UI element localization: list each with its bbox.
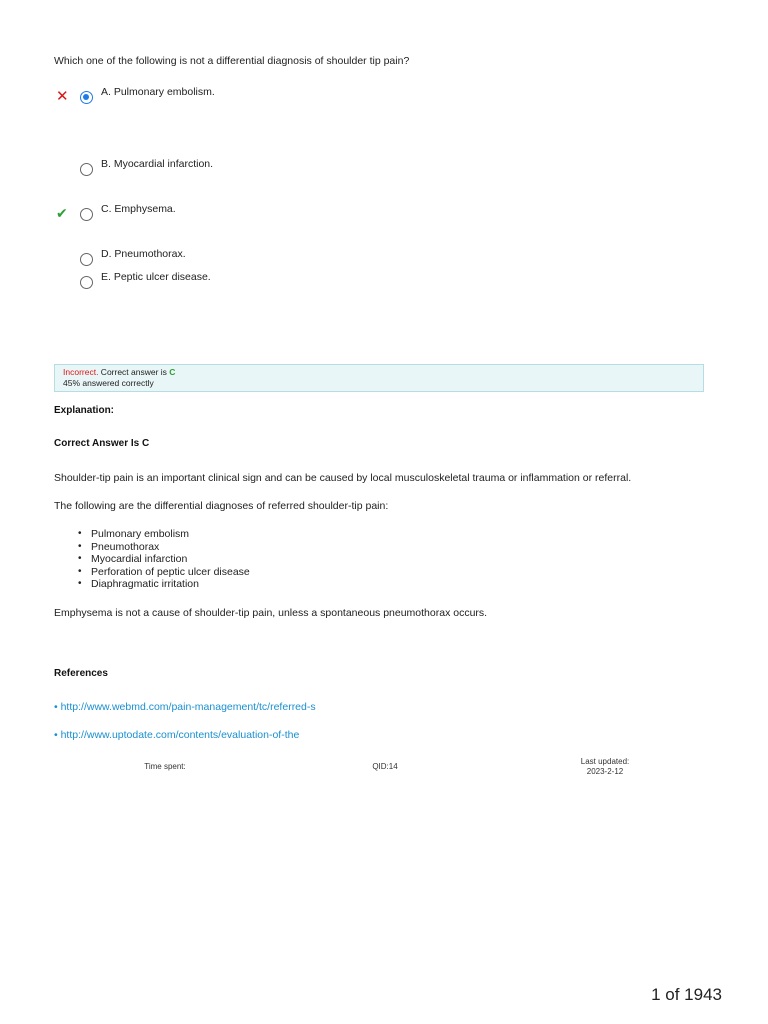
time-spent-label: Time spent: [144,762,186,771]
references-heading: References [54,668,108,679]
option-e-label[interactable] [101,271,211,283]
differential-list [78,528,250,591]
correct-answer-heading: Correct Answer Is C [54,438,150,449]
answer-result-box [54,364,704,392]
option-letter: C. [101,203,112,215]
radio-option-e[interactable] [80,276,93,289]
check-icon: ✔ [56,205,68,221]
last-updated-date: 2023-2-12 [586,767,624,776]
answered-correctly-stat: 45% answered correctly [63,378,154,388]
option-text: Pneumothorax. [114,248,186,260]
radio-option-b[interactable] [80,163,93,176]
list-item: • Perforation of peptic ulcer disease [78,566,250,579]
question-text: Which one of the following is not a differential diagnosis of shoulder tip pain? [54,55,410,67]
correct-answer-prefix: Correct answer is [98,367,170,377]
last-updated-label: Last updated: [580,757,630,766]
correct-answer-letter: C [169,367,176,377]
option-b-label[interactable] [101,158,213,170]
option-c-label[interactable] [101,203,176,215]
reference-link-uptodate[interactable]: • http://www.uptodate.com/contents/evaluation-of-the [54,729,300,741]
radio-option-c[interactable] [80,208,93,221]
page-counter: 1 of 1943 [651,985,722,1004]
option-a-label[interactable] [101,86,215,98]
list-item: • Pneumothorax [78,541,250,554]
option-text: Myocardial infarction. [113,158,214,170]
qid-label: QID:14 [372,762,398,771]
reference-link-webmd[interactable]: • http://www.webmd.com/pain-management/tc/referred-s [54,701,316,713]
option-letter: D. [101,248,112,260]
option-letter: A. [101,86,111,98]
last-updated [565,757,645,777]
option-text: Emphysema. [114,203,176,215]
incorrect-status: Incorrect. [63,367,99,377]
option-text: Pulmonary embolism. [113,86,215,98]
radio-option-d[interactable] [80,253,93,266]
explanation-heading: Explanation: [54,405,115,416]
list-item: • Pulmonary embolism [78,528,250,541]
option-letter: E. [101,271,111,283]
option-d-label[interactable] [101,248,186,260]
explanation-paragraph-2: The following are the differential diagnoses of referred shoulder-tip pain: [54,500,389,512]
cross-icon: ✕ [56,88,69,105]
option-text: Peptic ulcer disease. [113,271,211,283]
radio-option-a[interactable] [80,91,93,104]
result-line [63,367,695,378]
explanation-paragraph-3: Emphysema is not a cause of shoulder-tip pain, unless a spontaneous pneumothorax occurs. [54,607,488,619]
list-item: • Myocardial infarction [78,553,250,566]
option-letter: B. [101,158,111,170]
list-item: • Diaphragmatic irritation [78,578,250,591]
explanation-paragraph-1: Shoulder-tip pain is an important clinical sign and can be caused by local musculoskeletal trauma or inflammation or referral. [54,472,632,484]
